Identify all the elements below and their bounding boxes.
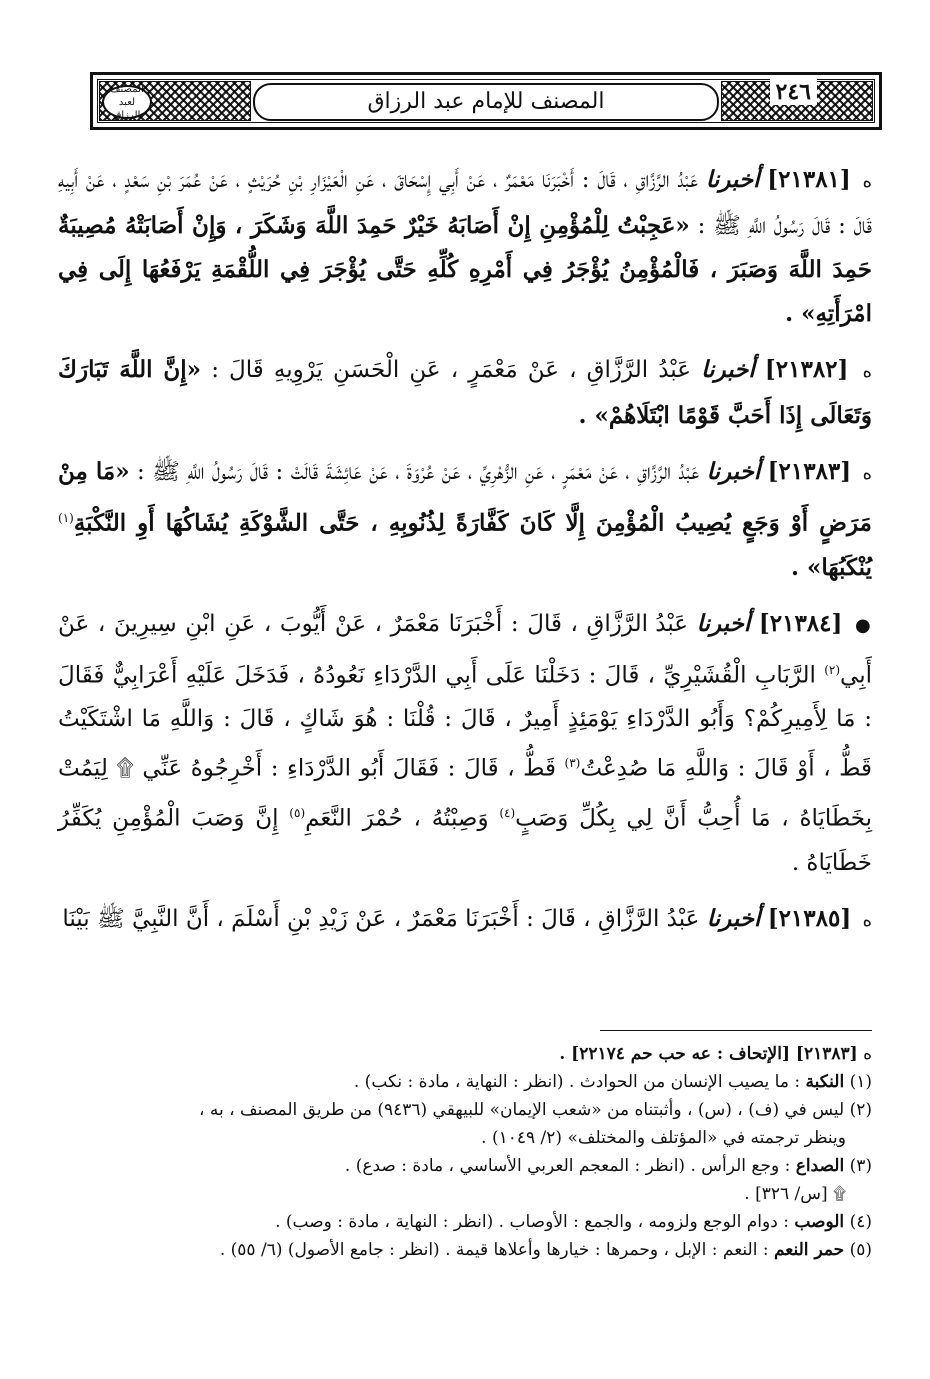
footnote-text: : النعم : الإبل ، وحمرها : خيارها وأعلاها قيمة . (انظر : جامع الأصول) (٦/ ٥٥) . [219, 1240, 769, 1260]
footnote-ref[interactable]: (٤) [499, 805, 516, 820]
hadith-21385 [58, 897, 872, 943]
footnotes [58, 1040, 872, 1264]
footnote-ref[interactable]: (٣) [564, 756, 581, 771]
footnote-ref[interactable]: (٥) [289, 805, 306, 820]
akhbarana-label: أخبرنا [706, 458, 761, 485]
footnote-ref[interactable]: (٢) [824, 662, 841, 677]
footnote-number: (٥) [849, 1240, 872, 1260]
header-badge: المصنف لعبد الرزاق [102, 85, 152, 119]
footnote-text: ۩ [س/ ٣٢٦] . [744, 1184, 846, 1204]
hadith-21382 [58, 348, 872, 438]
akhbarana-label: أخبرنا [701, 356, 755, 383]
footnote-3 [58, 1152, 872, 1180]
hadith-21381 [58, 158, 872, 336]
footnote-text: [٢١٣٨٣] [الإتحاف : عه حب حم ٢٢١٧٤] . [559, 1044, 858, 1064]
footnote-term: النكبة [805, 1072, 845, 1092]
akhbarana-label: أخبرنا [696, 609, 751, 637]
hadith-21383 [58, 450, 872, 590]
hadith-marker: ه [862, 909, 872, 931]
footnote-2 [58, 1096, 872, 1124]
footnote-2-cont [58, 1124, 872, 1152]
hadith-isnad: عَبْدُ الرَّزَّاقِ ، عَنْ مَعْمَرٍ ، عَنِ الْحَسَنِ يَرْوِيهِ قَالَ : [211, 357, 691, 383]
hadith-number: [٢١٣٨١] [767, 166, 851, 193]
footnote-4 [58, 1208, 872, 1236]
footnote-number: (٣) [849, 1156, 872, 1176]
hadith-isnad: عَبْدُ الرَّزَّاقِ ، عَنْ مَعْمَرٍ ، عَنِ الزُّهْرِيِّ ، عَنْ عُرْوَةَ ، عَنْ عَائِشَةَ قَالَتْ : قَالَ رَسُولُ اللَّهِ ﷺ : [137, 459, 700, 485]
footnote-number: (٤) [849, 1212, 872, 1232]
footnote-ithaf [58, 1040, 872, 1068]
footnote-text: ليس في (ف) ، (س) ، وأثبتناه من «شعب الإيمان» للبيهقي (٩٤٣٦) من طريق المصنف ، به ، [199, 1100, 845, 1120]
hadith-matn-end: يُنْكَبُهَا» . [791, 553, 872, 581]
page-header [90, 72, 882, 130]
hadith-text-c: قَطُّ ، قَالَ : فَقَالَ أَبُو الدَّرْدَاءِ : أَخْرِجُوهُ عَنِّي ۩ لِيَمُتْ بِخَطَايَاهُ ، مَا أُحِبُّ أَنَّ لِي بِكُلِّ وَصَبٍ [58, 755, 873, 832]
hadith-number: [٢١٣٨٤] [758, 609, 843, 637]
hadith-matn: «عَجِبْتُ لِلْمُؤْمِنِ إِنْ أَصَابَهُ خَيْرٌ حَمِدَ اللَّهَ وَشَكَرَ ، وَإِنْ أَصَابَتْهُ مُصِيبَةٌ حَمِدَ اللَّهَ وَصَبَرَ ، فَالْمُؤْمِنُ يُؤْجَرُ فِي أَمْرِهِ كُلِّهِ حَتَّى يُؤْجَرَ فِي اللُّقْمَةِ يَرْفَعُهَا إِلَى فِي امْرَأَتِهِ» . [58, 212, 872, 327]
page-number: ٢٤٦ [770, 79, 817, 105]
hadith-text-d: وَصِبْتُهُ ، حُمْرَ النَّعَمِ [305, 805, 489, 832]
hadith-marker: ه [862, 463, 872, 484]
hadith-isnad: عَبْدُ الرَّزَّاقِ ، قَالَ : أَخْبَرَنَا مَعْمَرٌ ، عَنْ أَبِي إِسْحَاقَ ، عَنِ الْعَيْزَارِ بْنِ حُرَيْثٍ ، عَنْ عُمَرَ بْنِ سَعْدٍ ، عَنْ أَبِيهِ قَالَ : قَالَ رَسُولُ اللَّهِ ﷺ : [58, 167, 872, 239]
hadith-text-b: الرَّبَابِ الْقُشَيْرِيِّ ، قَالَ : دَخَلْنَا عَلَى أَبِي الدَّرْدَاءِ نَعُودُهُ ، فَدَخَلَ عَلَيْهِ أَعْرَابِيٌّ فَقَالَ : مَا لِأَمِيرِكُمْ؟ وَأَبُو الدَّرْدَاءِ يَوْمَئِذٍ أَمِيرٌ ، قَالَ : قُلْنَا : هُوَ شَاكٍ ، قَالَ : وَاللَّهِ مَا اشْتَكَيْتُ قَطُّ ، أَوْ قَالَ : وَاللَّهِ مَا صُدِعْتُ [58, 662, 873, 782]
footnote-text: : ما يصيب الإنسان من الحوادث . (انظر : النهاية ، مادة : نكب) . [353, 1072, 801, 1092]
hadith-number: [٢١٣٨٢] [764, 356, 849, 383]
main-text [58, 158, 872, 955]
hadith-isnad: عَبْدُ الرَّزَّاقِ ، قَالَ : أَخْبَرَنَا مَعْمَرٌ ، عَنْ زَيْدِ بْنِ أَسْلَمَ ، أَنَّ النَّبِيَّ ﷺ بَيْنَا [62, 905, 700, 932]
footnote-divider [600, 1030, 872, 1031]
akhbarana-label: أخبرنا [705, 166, 760, 193]
hadith-marker: ● [855, 614, 872, 636]
footnote-term: الصداع [795, 1156, 845, 1176]
hadith-matn: «مَا مِنْ مَرَضٍ أَوْ وَجَعٍ يُصِيبُ الْمُؤْمِنَ إِلَّا كَانَ كَفَّارَةً لِذُنُوبِهِ ، حَتَّى الشَّوْكَةِ يُشَاكُهَا أَوِ النَّكْبَةِ [58, 458, 872, 537]
footnote-term: الوصب [794, 1212, 845, 1232]
footnote-marker: ه [863, 1044, 872, 1064]
hadith-number: [٢١٣٨٣] [767, 458, 852, 485]
footnote-ref[interactable]: (١) [58, 511, 74, 525]
footnote-text: : وجع الرأس . (انظر : المعجم العربي الأساسي ، مادة : صدع) . [344, 1156, 791, 1176]
footnote-page-ref [58, 1180, 872, 1208]
footnote-text: : دوام الوجع ولزومه ، والجمع : الأوصاب . (انظر : النهاية ، مادة : وصب) . [275, 1212, 789, 1232]
hadith-marker: ه [862, 361, 872, 382]
hadith-text-a: عَبْدُ الرَّزَّاقِ ، قَالَ : أَخْبَرَنَا مَعْمَرٌ ، عَنْ أَيُّوبَ ، عَنِ ابْنِ سِيرِينَ ، عَنْ أَبِي [58, 610, 872, 689]
header-ornament-left [99, 81, 251, 121]
footnote-number: (٢) [849, 1100, 872, 1120]
hadith-21384 [58, 602, 872, 885]
footnote-1 [58, 1068, 872, 1096]
footnote-number: (١) [849, 1072, 872, 1092]
footnote-5 [58, 1236, 872, 1264]
book-title: المصنف للإمام عبد الرزاق [253, 83, 719, 121]
footnote-text: وينظر ترجمته في «المؤتلف والمختلف» (٢/ ١٠٤٩) . [481, 1128, 846, 1148]
footnote-term: حمر النعم [773, 1240, 845, 1260]
hadith-number: [٢١٣٨٥] [767, 904, 852, 932]
hadith-marker: ه [862, 171, 873, 192]
hadith-matn: «إِنَّ اللَّهَ تَبَارَكَ وَتَعَالَى إِذَا أَحَبَّ قَوْمًا ابْتَلَاهُمْ» . [58, 356, 872, 429]
hadith-text-e: إِنَّ وَصَبَ الْمُؤْمِنِ يُكَفِّرُ خَطَايَاهُ . [58, 805, 872, 876]
akhbarana-label: أخبرنا [706, 904, 761, 932]
